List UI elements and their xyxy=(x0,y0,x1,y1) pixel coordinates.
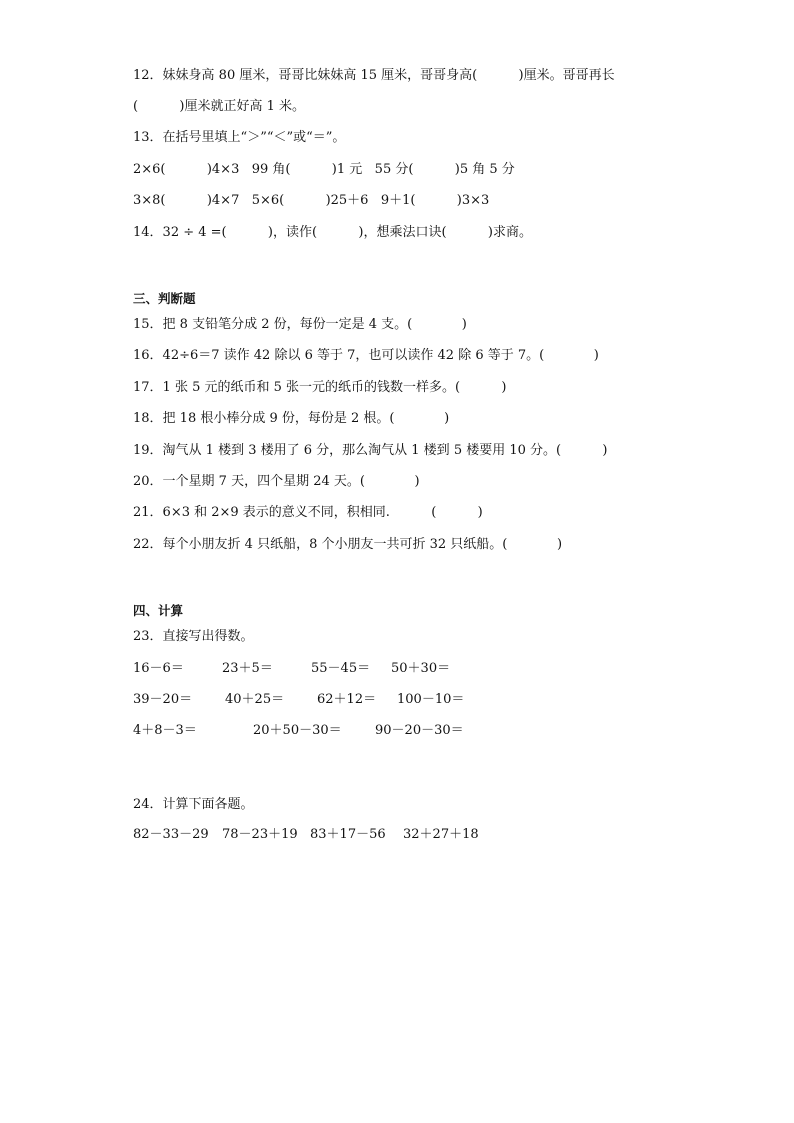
calc-expression: 32＋27＋18 xyxy=(403,827,479,842)
mental-calc-item: 39－20＝ xyxy=(133,692,193,707)
question-18: 18．把 18 根小棒分成 9 份，每份是 2 根。( ) xyxy=(133,411,450,426)
calc-expression: 82－33－29 xyxy=(133,827,209,842)
mental-calc-item: 62＋12＝ xyxy=(317,692,377,707)
question-13-title: 13．在括号里填上“＞”“＜”或“＝”。 xyxy=(133,130,346,145)
mental-calc-item: 100－10＝ xyxy=(397,692,465,707)
mental-calc-item: 50＋30＝ xyxy=(391,661,451,676)
mental-calc-item: 20＋50－30＝ xyxy=(253,723,342,738)
section-judge-heading: 三、判断题 xyxy=(133,291,196,306)
question-24-title: 24．计算下面各题。 xyxy=(133,797,254,812)
question-19: 19．淘气从 1 楼到 3 楼用了 6 分，那么淘气从 1 楼到 5 楼要用 10 分。( ) xyxy=(133,443,608,458)
question-13-row-1: 2×6( )4×3 99 角( )1 元 55 分( )5 角 5 分 xyxy=(133,162,515,177)
calc-expression: 78－23＋19 xyxy=(222,827,298,842)
section-calc-heading: 四、计算 xyxy=(133,603,184,618)
question-12-line-1: 12．妹妹身高 80 厘米，哥哥比妹妹高 15 厘米，哥哥身高( )厘米。哥哥再长 xyxy=(133,68,615,83)
mental-calc-item: 4＋8－3＝ xyxy=(133,723,197,738)
mental-calc-item: 40＋25＝ xyxy=(225,692,285,707)
question-14: 14．32 ÷ 4 =( )，读作( )，想乘法口诀( )求商。 xyxy=(133,225,532,240)
question-20: 20．一个星期 7 天，四个星期 24 天。( ) xyxy=(133,474,420,489)
mental-calc-item: 90－20－30＝ xyxy=(375,723,464,738)
question-17: 17．1 张 5 元的纸币和 5 张一元的纸币的钱数一样多。( ) xyxy=(133,380,507,395)
question-23-title: 23．直接写出得数。 xyxy=(133,629,254,644)
question-12-line-2: ( )厘米就正好高 1 米。 xyxy=(133,99,306,114)
question-16: 16．42÷6＝7 读作 42 除以 6 等于 7，也可以读作 42 除 6 等于 7。( ) xyxy=(133,348,599,363)
mental-calc-item: 23＋5＝ xyxy=(222,661,273,676)
question-21: 21．6×3 和 2×9 表示的意义不同，积相同. ( ) xyxy=(133,505,483,520)
question-13-row-2: 3×8( )4×7 5×6( )25＋6 9＋1( )3×3 xyxy=(133,193,490,208)
mental-calc-item: 16－6＝ xyxy=(133,661,184,676)
mental-calc-item: 55－45＝ xyxy=(311,661,371,676)
calc-expression: 83＋17－56 xyxy=(310,827,386,842)
question-22: 22．每个小朋友折 4 只纸船，8 个小朋友一共可折 32 只纸船。( ) xyxy=(133,537,563,552)
question-15: 15．把 8 支铅笔分成 2 份，每份一定是 4 支。( ) xyxy=(133,317,467,332)
